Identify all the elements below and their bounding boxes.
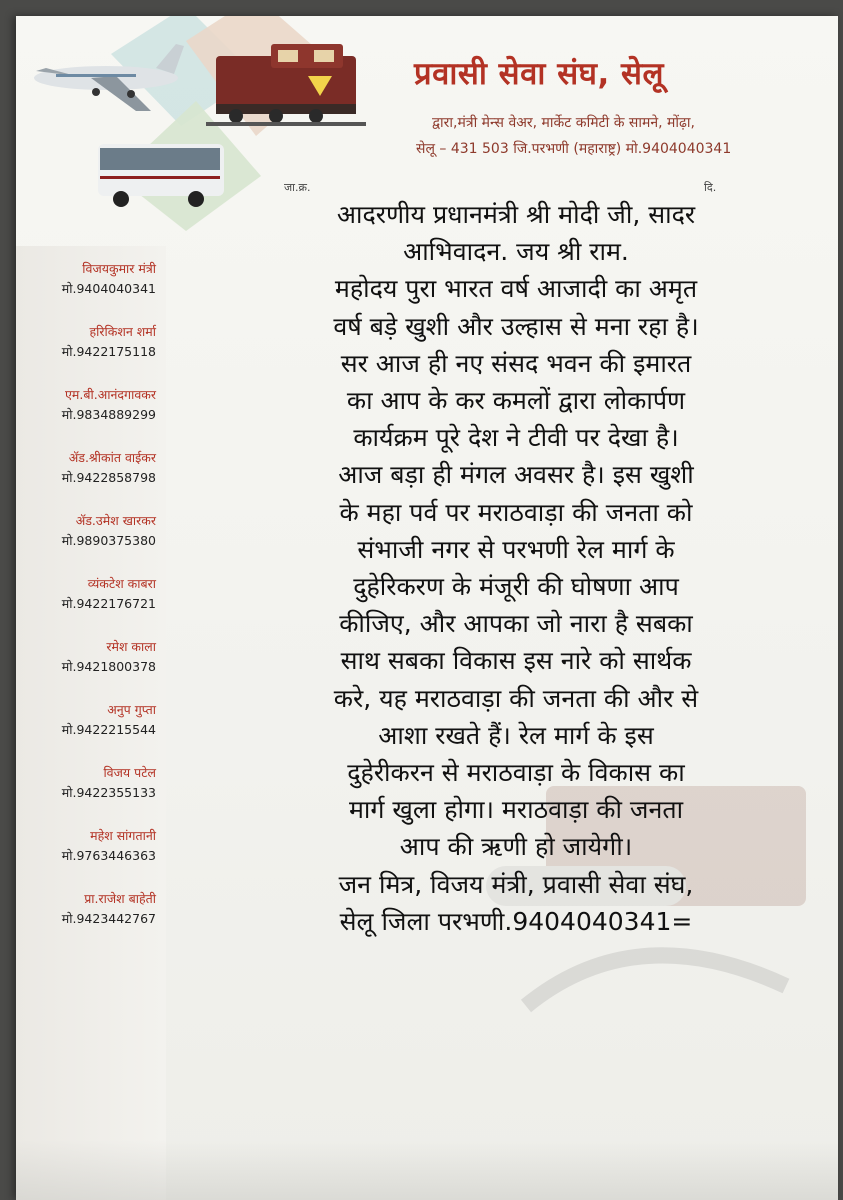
reference-number-label: जा.क्र. [284, 181, 311, 194]
letter-body [196, 196, 836, 940]
member-phone: मो.9422858798 [61, 470, 156, 485]
member-entry [16, 260, 186, 323]
member-entry [16, 638, 186, 701]
letter-line: आज बड़ा ही मंगल अवसर है। इस खुशी [338, 460, 694, 490]
member-entry [16, 701, 186, 764]
members-list [16, 260, 186, 953]
member-phone: मो.9422215544 [61, 722, 156, 737]
letter-line: सर आज ही नए संसद भवन की इमारत [340, 348, 692, 378]
member-phone: मो.9404040341 [61, 281, 156, 296]
member-entry [16, 764, 186, 827]
member-entry [16, 890, 186, 953]
letter-line: आभिवादन. जय श्री राम. [403, 237, 629, 267]
member-name: प्रा.राजेश बाहेती [84, 891, 156, 906]
letter-line: सेलू जिला परभणी.9404040341= [339, 906, 693, 936]
letter-line: महोदय पुरा भारत वर्ष आजादी का अमृत [334, 274, 698, 304]
member-entry [16, 512, 186, 575]
letter-line: मार्ग खुला होगा। मराठवाड़ा की जनता [348, 795, 684, 825]
letter-line: संभाजी नगर से परभणी रेल मार्ग के [357, 534, 675, 564]
member-entry [16, 386, 186, 449]
letter-line: दुहेरिकरण के मंजूरी की घोषणा आप [353, 572, 679, 602]
date-label: दि. [704, 181, 717, 194]
letter-line: आप की ऋणी हो जायेगी। [399, 832, 633, 862]
letter-line: आदरणीय प्रधानमंत्री श्री मोदी जी, सादर [336, 200, 696, 229]
member-name: ॲड.श्रीकांत वाईकर [68, 450, 156, 465]
member-phone: मो.9422355133 [61, 785, 156, 800]
letter-line: जन मित्र, विजय मंत्री, प्रवासी सेवा संघ, [338, 869, 694, 899]
address-line-2: सेलू – 431 503 जि.परभणी (महाराष्ट्र) मो.9404040341 [416, 141, 732, 157]
letterhead-page [16, 16, 838, 1200]
member-name: महेश सांगतानी [90, 828, 156, 843]
letter-line: करे, यह मराठवाड़ा की जनता की और से [333, 683, 699, 713]
member-name: विजय पटेल [103, 765, 156, 780]
member-entry [16, 575, 186, 638]
member-phone: मो.9834889299 [61, 407, 156, 422]
member-phone: मो.9763446363 [61, 848, 156, 863]
member-phone: मो.9423442767 [61, 911, 156, 926]
member-entry [16, 827, 186, 890]
member-name: एम.बी.आनंदगावकर [65, 387, 156, 402]
letter-line: आशा रखते हैं। रेल मार्ग के इस [378, 720, 654, 750]
member-entry [16, 449, 186, 512]
letter-line: कार्यक्रम पूरे देश ने टीवी पर देखा है। [353, 423, 679, 453]
member-phone: मो.9890375380 [61, 533, 156, 548]
address-line-1: द्वारा,मंत्री मेन्स वेअर, मार्केट कमिटी के सामने, मोंढ़ा, [432, 115, 695, 131]
letter-line: वर्ष बड़े खुशी और उल्हास से मना रहा है। [333, 311, 699, 341]
member-phone: मो.9422175118 [61, 344, 156, 359]
letter-line: के महा पर्व पर मराठवाड़ा की जनता को [339, 497, 693, 527]
member-name: विजयकुमार मंत्री [82, 261, 156, 276]
member-name: अनुप गुप्ता [107, 702, 156, 717]
member-name: ॲड.उमेश खारकर [75, 513, 156, 528]
page-bottom-shadow [16, 1140, 838, 1200]
organization-title: प्रवासी सेवा संघ, सेलू [414, 56, 665, 92]
member-phone: मो.9422176721 [61, 596, 156, 611]
member-name: हरिकिशन शर्मा [89, 324, 156, 339]
letter-line: दुहेरीकरन से मराठवाड़ा के विकास का [347, 758, 685, 788]
member-name: रमेश काला [106, 639, 156, 654]
letter-line: कीजिए, और आपका जो नारा है सबका [339, 609, 693, 639]
member-name: व्यंकटेश काबरा [87, 576, 156, 591]
letter-line: साथ सबका विकास इस नारे को सार्थक [340, 646, 692, 676]
member-phone: मो.9421800378 [61, 659, 156, 674]
member-entry [16, 323, 186, 386]
letter-line: का आप के कर कमलों द्वारा लोकार्पण [346, 386, 686, 416]
train-engine-icon [206, 44, 366, 126]
